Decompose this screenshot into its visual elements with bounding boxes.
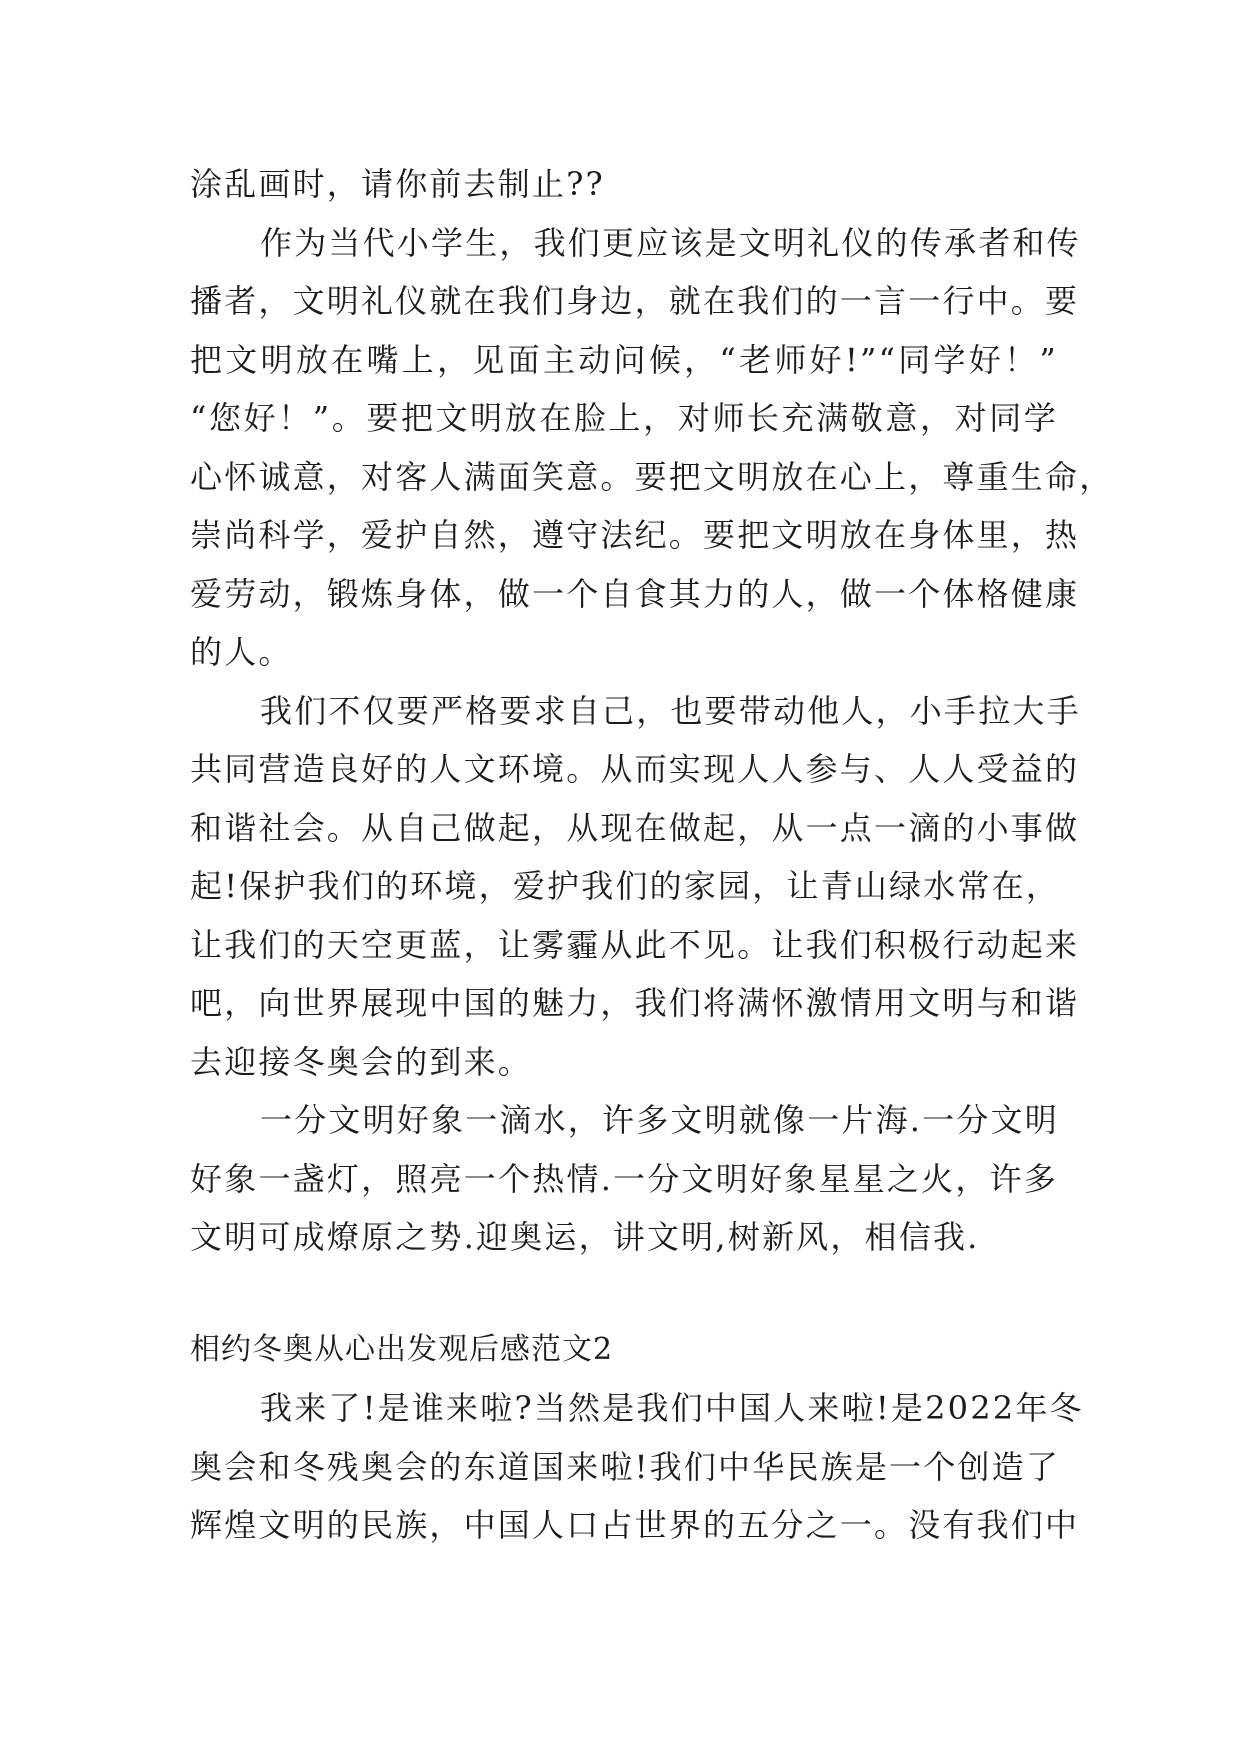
text-line: 和谐社会。从自己做起，从现在做起，从一点一滴的小事做 [190,808,1080,847]
text-line: 一分文明好象一滴水，许多文明就像一片海.一分文明 [260,1101,1059,1139]
text-line: 共同营造良好的人文环境。从而实现人人参与、人人受益的 [190,750,1080,788]
text-line: 的人。 [190,633,293,671]
text-line: 我来了!是谁来啦?当然是我们中国人来啦!是2022年冬 [260,1389,1084,1427]
paragraph-continuation [190,155,1058,214]
paragraph-lead-others [190,682,1081,1092]
text-line: 好象一盏灯，照亮一个热情.一分文明好象星星之火，许多 [190,1159,1058,1198]
paragraph-here-we-come [190,1379,1084,1555]
paragraph-civility-etiquette [190,214,1114,682]
text-line: 作为当代小学生，我们更应该是文明礼仪的传承者和传 [260,223,1081,262]
section-heading: 相约冬奥从心出发观后感范文2 [190,1331,614,1367]
text-line: 去迎接冬奥会的到来。 [190,1042,533,1081]
text-line: 涂乱画时，请你前去制止?? [190,165,605,203]
text-line: 吧，向世界展现中国的魅力，我们将满怀激情用文明与和谐 [190,984,1080,1022]
text-line: 崇尚科学，爱护自然，遵守法纪。要把文明放在身体里，热 [190,516,1080,554]
text-line: 奥会和冬残奥会的东道国来啦!我们中华民族是一个创造了 [190,1447,1061,1486]
text-line: 文明可成燎原之势.迎奥运，讲文明,树新风，相信我. [190,1218,980,1256]
text-line: 我们不仅要严格要求自己，也要带动他人，小手拉大手 [260,691,1081,730]
document-body [190,155,1114,1555]
section-gap [190,1267,1058,1321]
text-line: “您好！”。要把文明放在脸上，对师长充满敬意，对同学 [190,399,1058,437]
text-line: 心怀诚意，对客人满面笑意。要把文明放在心上，尊重生命， [190,457,1114,496]
text-line: 让我们的天空更蓝，让雾霾从此不见。让我们积极行动起来 [190,925,1080,964]
text-line: 播者，文明礼仪就在我们身边，就在我们的一言一行中。要 [190,282,1080,320]
paragraph-drop-of-water [190,1091,1058,1267]
text-line: 起!保护我们的环境，爱护我们的家园，让青山绿水常在， [190,867,1061,905]
text-line: 辉煌文明的民族，中国人口占世界的五分之一。没有我们中 [190,1506,1080,1544]
text-line: 把文明放在嘴上，见面主动问候，“老师好!”“同学好！” [190,340,1058,379]
text-line: 爱劳动，锻炼身体，做一个自食其力的人，做一个体格健康 [190,574,1080,613]
